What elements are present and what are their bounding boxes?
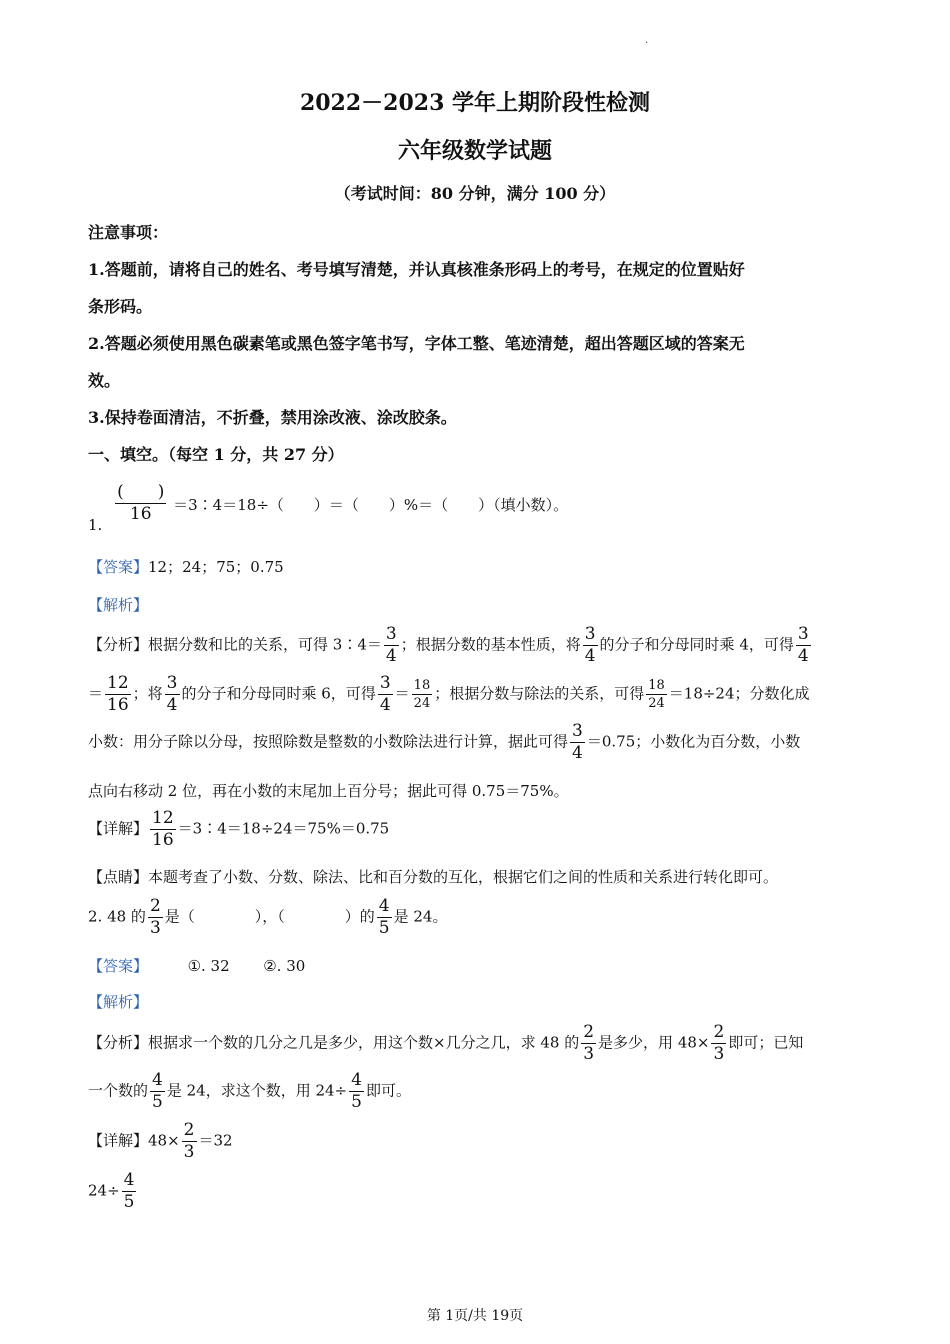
analysis-line-3: 小数：用分子除以分母，按照除数是整数的小数除法进行计算，据此可得 $\frac{3}{4}$ ＝0.75；小数化为百分数，小数 [88, 721, 801, 763]
fraction: $\frac{2}{3}$ [583, 1022, 595, 1064]
analysis-tag: 【解析】 [88, 596, 149, 614]
section-heading: 一、填空。（每空 1 分，共 27 分） [88, 445, 344, 464]
answer-tag: 【答案】 [88, 558, 149, 576]
fraction: $\frac{18}{24}$ [648, 678, 665, 711]
note-1-cont: 条形码。 [88, 297, 153, 316]
fraction: $\frac{4}{5}$ [378, 896, 390, 938]
fraction: $\frac{12}{16}$ [107, 673, 129, 715]
comment-line: 【点睛】本题考查了小数、分数、除法、比和百分数的互化，根据它们之间的性质和关系进行转化即可。 [88, 868, 779, 886]
fraction: $\frac{3}{4}$ [385, 624, 397, 666]
note-3: 3.保持卷面清洁，不折叠，禁用涂改液、涂改胶条。 [88, 408, 457, 427]
fraction: $\frac{18}{24}$ [413, 678, 431, 711]
answer-line: 【答案】 ①. 32 ②. 30 [88, 957, 306, 975]
analysis-tag: 【解析】 [88, 993, 149, 1011]
detail-line: 【详解】48× $\frac{2}{3}$ ＝32 [88, 1120, 233, 1162]
page-number: 第 1页/共 19页 [426, 1308, 524, 1324]
fraction: $\frac{3}{4}$ [797, 624, 809, 666]
question-number: 1. [88, 515, 103, 534]
fraction: $\frac{2}{3}$ [149, 896, 161, 938]
fraction: $\frac{12}{16}$ [152, 808, 174, 850]
decorative-dot: · [645, 38, 649, 49]
fraction: $\frac{3}{4}$ [379, 673, 391, 715]
analysis-line-4: 点向右移动 2 位，再在小数的末尾加上百分号；据此可得 0.75＝75%。 [88, 782, 569, 800]
page-title: 2022－2023 学年上期阶段性检测 [299, 90, 651, 116]
analysis-line-1: 【分析】根据分数和比的关系，可得 3∶4＝ $\frac{3}{4}$ ；根据分数的基本性质，将 $\frac{3}{4}$ 的分子和分母同时乘 4，可得 $\frac{3}{4}$ [88, 624, 809, 666]
analysis-line-1: 【分析】根据求一个数的几分之几是多少，用这个数×几分之几，求 48 的 $\frac{2}{3}$ 是多少，用 48× $\frac{2}{3}$ 即可；已知 [88, 1022, 804, 1064]
answer-tag: 【答案】 [88, 957, 149, 975]
notes-heading: 注意事项： [88, 223, 169, 242]
question-stem: ＝3∶4＝18÷（ ）＝（ ）%＝（ ）（填小数）。 [173, 495, 569, 514]
analysis-line-2: 一个数的 $\frac{4}{5}$ 是 24，求这个数，用 24÷ $\frac{4}{5}$ 即可。 [88, 1070, 411, 1112]
detail-line: 【详解】 $\frac{12}{16}$ ＝3∶4＝18÷24＝75%＝0.75 [88, 808, 390, 850]
note-1: 1.答题前，请将自己的姓名、考号填写清楚，并认真核准条形码上的考号，在规定的位置贴好 [88, 260, 745, 279]
fraction: $\frac{2}{3}$ [183, 1120, 195, 1162]
question-1 [88, 482, 569, 534]
note-2-cont: 效。 [88, 371, 121, 390]
question-2: 2. 48 的 $\frac{2}{3}$ 是（ ），（ ）的 $\frac{4}{5}$ 是 24。 [88, 896, 448, 938]
fraction: $\frac{4}{5}$ [351, 1070, 362, 1112]
fraction: $\frac{4}{5}$ [152, 1070, 163, 1112]
fraction: $\frac{3}{4}$ [166, 673, 178, 715]
fraction: $\frac{3}{4}$ [584, 624, 596, 666]
answer-line [88, 556, 284, 577]
detail-line-2: 24÷ $\frac{4}{5}$ [88, 1170, 135, 1212]
fraction: $\frac{4}{5}$ [123, 1170, 135, 1212]
fraction: $\frac{2}{3}$ [713, 1022, 725, 1064]
fraction: $\frac{3}{4}$ [572, 721, 583, 763]
fraction: $\frac{( )}{16}$ [117, 482, 165, 524]
note-2: 2.答题必须使用黑色碳素笔或黑色签字笔书写，字体工整、笔迹清楚，超出答题区域的答案无 [88, 334, 745, 353]
page-subtitle: 六年级数学试题 [397, 138, 552, 164]
exam-info: （考试时间：80 分钟，满分 100 分） [334, 184, 616, 203]
analysis-line-2: ＝ $\frac{12}{16}$ ；将 $\frac{3}{4}$ 的分子和分母同时乘 6，可得 $\frac{3}{4}$ ＝ $\frac{18}{24}$ ；根据分数与除法的关系，可得 $\frac{18}{24}$ ＝18÷24；分数化成 [88, 673, 810, 715]
answer-text: 12；24；75；0.75 [148, 558, 284, 576]
